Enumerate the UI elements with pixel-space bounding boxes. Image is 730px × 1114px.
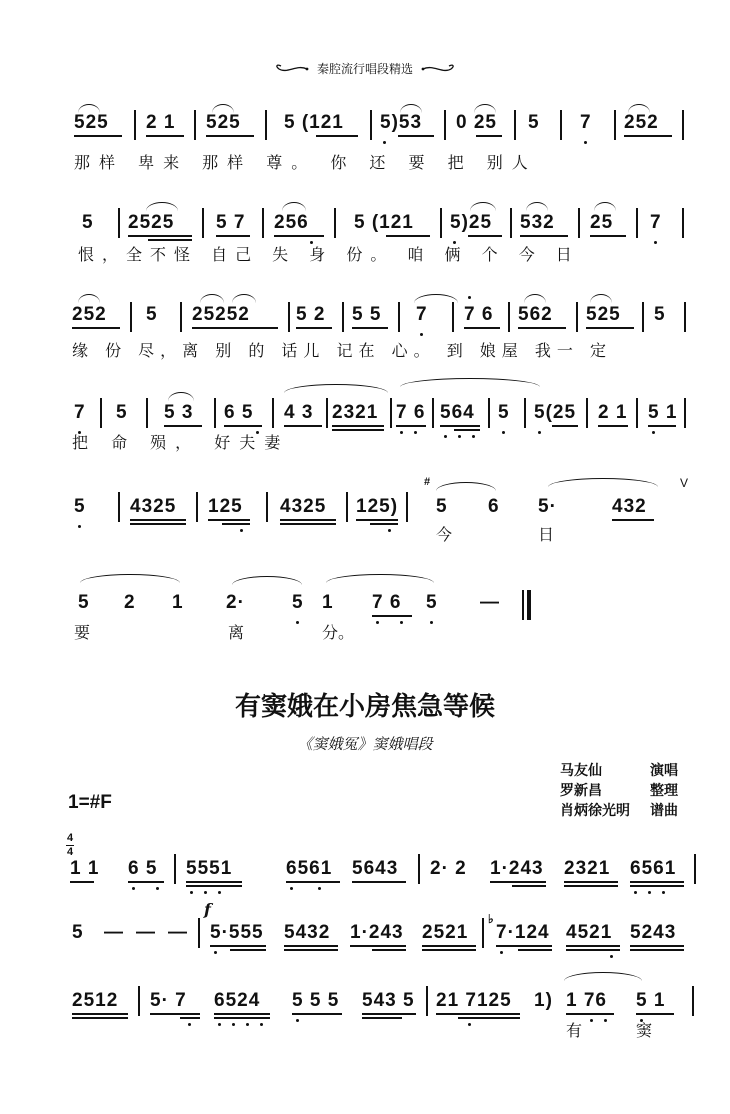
- note-group: 5)53: [380, 112, 423, 133]
- note-group: 5 5 5: [292, 990, 340, 1011]
- note-group: 6 5: [224, 402, 254, 423]
- note-group: 5432: [284, 922, 331, 943]
- note-group: 256: [274, 212, 309, 233]
- note-group: 5·555: [210, 922, 264, 943]
- note-group: 25252: [192, 304, 250, 325]
- ornament-right-icon: [421, 63, 457, 75]
- song-subtitle: 《窦娥冤》窦娥唱段: [297, 735, 433, 753]
- lyric-char: 离: [228, 623, 245, 642]
- note-group: —: [104, 922, 124, 943]
- note-group: 2 1: [146, 112, 176, 133]
- ornament-left-icon: [273, 63, 309, 75]
- note-group: 1: [172, 592, 184, 613]
- note-group: 1 1: [70, 858, 100, 879]
- note-group: 5 3: [164, 402, 194, 423]
- note-group: 5 (121: [284, 112, 344, 133]
- note-group: 5·: [538, 496, 557, 517]
- note-group: 252: [72, 304, 107, 325]
- note-group: 4521: [566, 922, 613, 943]
- note-group: 5 7: [216, 212, 246, 233]
- breath-mark: V: [680, 476, 690, 490]
- note-group: 21 7125: [436, 990, 512, 1011]
- note-group: 4 3: [284, 402, 314, 423]
- note-group: 5: [82, 212, 94, 233]
- lyric-char: 今: [436, 525, 453, 544]
- note-group: 7·124: [496, 922, 550, 943]
- note-group: 125): [356, 496, 399, 517]
- note-group: 7 6: [464, 304, 494, 325]
- dynamic-mark: f: [204, 900, 212, 919]
- note-group: 2525: [128, 212, 175, 233]
- song-title: 有窦娥在小房焦急等候: [234, 692, 495, 722]
- lyric-line: 恨，全不怪 自己 失 身 份。 咱 俩 个 今 日: [78, 245, 580, 264]
- note-group: 5 1: [636, 990, 666, 1011]
- credit-role: 谱曲: [650, 803, 678, 819]
- note-group: 1: [322, 592, 334, 613]
- note-group: 4325: [280, 496, 327, 517]
- key-signature: 1=#F: [68, 792, 112, 813]
- note-group: 6: [488, 496, 500, 517]
- sharp-mark: #: [424, 476, 432, 488]
- note-group: 5: [498, 402, 510, 423]
- note-group: 5 5: [352, 304, 382, 325]
- note-group: 5: [74, 496, 86, 517]
- note-group: —: [168, 922, 188, 943]
- note-group: 0 25: [456, 112, 497, 133]
- running-header: [0, 60, 730, 80]
- lyric-line: 把 命 殒， 好夫妻: [72, 433, 290, 452]
- flat-mark: ♭: [488, 912, 495, 926]
- note-group: 5: [116, 402, 128, 423]
- note-group: 6524: [214, 990, 261, 1011]
- note-group: 525: [74, 112, 109, 133]
- note-group: 5243: [630, 922, 677, 943]
- note-group: 125: [208, 496, 243, 517]
- note-group: 5 2: [296, 304, 326, 325]
- note-group: 1): [534, 990, 553, 1011]
- note-group: 2 1: [598, 402, 628, 423]
- note-group: 5: [426, 592, 438, 613]
- running-header-title: 秦腔流行唱段精选: [316, 62, 413, 76]
- note-group: 5: [146, 304, 158, 325]
- note-group: 5: [72, 922, 84, 943]
- note-group: 4325: [130, 496, 177, 517]
- note-group: 5: [528, 112, 540, 133]
- note-group: 5 1: [648, 402, 678, 423]
- time-signature: 4 4: [66, 832, 74, 858]
- note-group: 5(25: [534, 402, 577, 423]
- note-group: 562: [518, 304, 553, 325]
- note-group: 2·: [226, 592, 245, 613]
- note-group: 2521: [422, 922, 469, 943]
- credit-name: 罗新昌: [560, 783, 602, 799]
- note-group: 7: [650, 212, 662, 233]
- note-group: —: [480, 592, 500, 613]
- note-group: 532: [520, 212, 555, 233]
- note-group: 252: [624, 112, 659, 133]
- note-group: 7 6: [396, 402, 426, 423]
- note-group: 2321: [564, 858, 611, 879]
- note-group: —: [136, 922, 156, 943]
- note-group: 6 5: [128, 858, 158, 879]
- note-group: 5: [654, 304, 666, 325]
- note-group: 5643: [352, 858, 399, 879]
- note-group: 1 76: [566, 990, 607, 1011]
- note-group: 564: [440, 402, 475, 423]
- note-group: 543 5: [362, 990, 415, 1011]
- note-group: 5: [436, 496, 448, 517]
- note-group: 525: [586, 304, 621, 325]
- note-group: 1·243: [350, 922, 404, 943]
- note-group: 432: [612, 496, 647, 517]
- credit-name: 肖炳徐光明: [560, 803, 630, 819]
- lyric-line: 那样 卑来 那样 尊。 你 还 要 把 别人: [74, 153, 537, 172]
- note-group: 7 6: [372, 592, 402, 613]
- note-group: 25: [590, 212, 614, 233]
- note-group: 5 (121: [354, 212, 414, 233]
- note-group: 5· 7: [150, 990, 187, 1011]
- note-group: 2: [124, 592, 136, 613]
- lyric-char: 要: [74, 623, 91, 642]
- note-group: 1·243: [490, 858, 544, 879]
- note-group: 5: [78, 592, 90, 613]
- credit-role: 演唱: [650, 763, 678, 779]
- note-group: 5)25: [450, 212, 493, 233]
- note-group: 6561: [630, 858, 677, 879]
- lyric-char: 窦: [636, 1021, 653, 1040]
- note-group: 7: [580, 112, 592, 133]
- note-group: 2· 2: [430, 858, 467, 879]
- note-group: 6561: [286, 858, 333, 879]
- note-group: 7: [416, 304, 428, 325]
- note-group: 2512: [72, 990, 119, 1011]
- note-group: 5: [292, 592, 304, 613]
- note-group: 525: [206, 112, 241, 133]
- lyric-char: 日: [538, 525, 555, 544]
- lyric-char: 分。: [322, 623, 355, 642]
- note-group: 7: [74, 402, 86, 423]
- credit-role: 整理: [650, 783, 678, 799]
- credit-name: 马友仙: [560, 763, 602, 779]
- note-group: 2321: [332, 402, 379, 423]
- note-group: 5551: [186, 858, 233, 879]
- lyric-char: 有: [566, 1021, 583, 1040]
- lyric-line: 缘 份 尽，离 别 的 话儿 记在 心。 到 娘屋 我一 定: [72, 341, 612, 360]
